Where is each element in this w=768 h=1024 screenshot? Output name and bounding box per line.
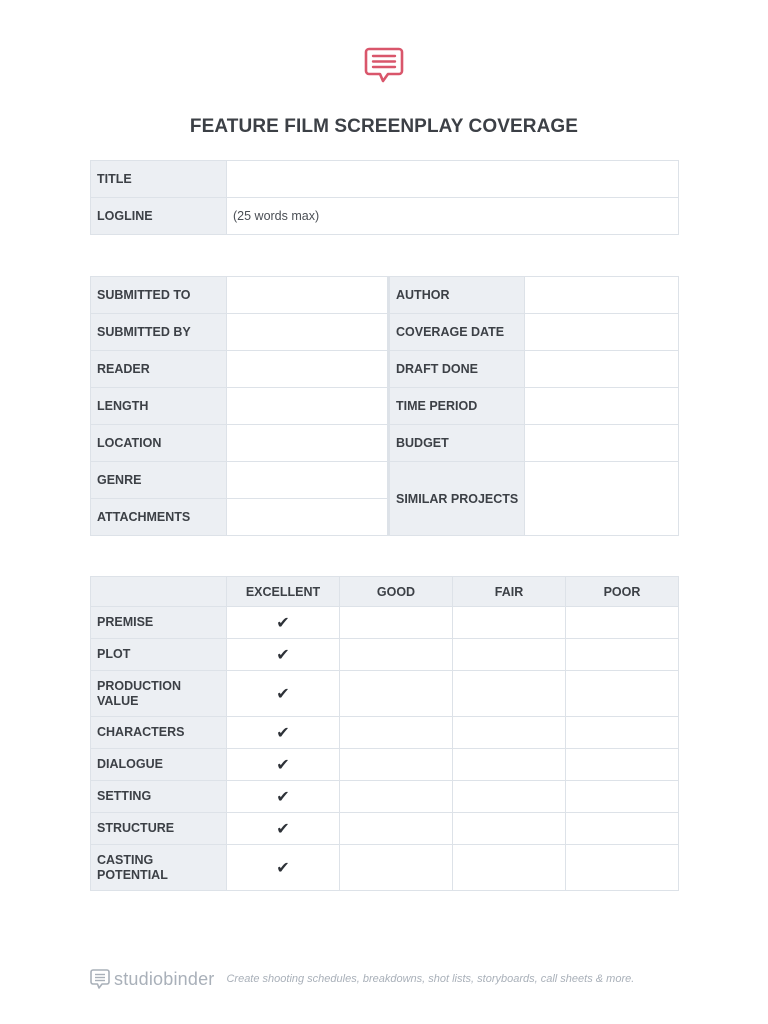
rating-label: SETTING [91,781,227,813]
rating-cell-good[interactable] [340,607,453,639]
table-row [91,351,679,388]
coverage-date-field[interactable] [525,314,679,351]
draft-done-label: DRAFT DONE [389,351,525,388]
rating-cell-poor[interactable] [566,607,679,639]
table-row [91,161,679,198]
rating-label: STRUCTURE [91,813,227,845]
check-mark-icon: ✔ [276,788,290,806]
table-row [91,813,679,845]
rating-label: PRODUCTION VALUE [91,671,227,717]
length-label: LENGTH [91,388,227,425]
rating-cell-poor[interactable] [566,717,679,749]
rating-cell-excellent[interactable] [227,813,340,845]
rating-cell-poor[interactable] [566,813,679,845]
rating-cell-good[interactable] [340,845,453,891]
brand-name: studiobinder [114,968,215,989]
details-table [90,276,679,536]
ratings-header-row [91,577,679,607]
rating-label: PLOT [91,639,227,671]
author-field[interactable] [525,277,679,314]
table-row [91,425,679,462]
ratings-header-blank [91,577,227,607]
rating-cell-fair[interactable] [453,639,566,671]
rating-cell-fair[interactable] [453,717,566,749]
speech-bubble-icon [90,968,110,990]
table-row [91,749,679,781]
table-row [91,388,679,425]
rating-label: PREMISE [91,607,227,639]
check-mark-icon: ✔ [276,614,290,632]
title-label: TITLE [91,161,227,198]
speech-bubble-icon [364,45,404,85]
rating-cell-poor[interactable] [566,749,679,781]
rating-cell-good[interactable] [340,813,453,845]
rating-label: CHARACTERS [91,717,227,749]
page-title: FEATURE FILM SCREENPLAY COVERAGE [189,116,579,137]
table-row [91,462,679,499]
table-row [91,314,679,351]
length-field[interactable] [227,388,389,425]
footer-tagline: Create shooting schedules, breakdowns, shot lists, storyboards, call sheets & more. [226,973,635,985]
rating-cell-excellent[interactable] [227,639,340,671]
rating-cell-good[interactable] [340,749,453,781]
rating-cell-fair[interactable] [453,813,566,845]
submitted-to-field[interactable] [227,277,389,314]
rating-cell-fair[interactable] [453,749,566,781]
check-mark-icon: ✔ [276,685,290,703]
table-row [91,781,679,813]
rating-cell-excellent[interactable] [227,671,340,717]
coverage-date-label: COVERAGE DATE [389,314,525,351]
column-fair: FAIR [453,577,566,607]
rating-cell-fair[interactable] [453,845,566,891]
rating-cell-poor[interactable] [566,781,679,813]
draft-done-field[interactable] [525,351,679,388]
rating-cell-fair[interactable] [453,671,566,717]
logline-label: LOGLINE [91,198,227,235]
rating-cell-excellent[interactable] [227,781,340,813]
column-good: GOOD [340,577,453,607]
genre-label: GENRE [91,462,227,499]
table-row [91,717,679,749]
rating-label: DIALOGUE [91,749,227,781]
rating-cell-good[interactable] [340,671,453,717]
rating-cell-fair[interactable] [453,607,566,639]
title-field[interactable] [227,161,679,198]
submitted-by-field[interactable] [227,314,389,351]
rating-cell-good[interactable] [340,639,453,671]
rating-cell-excellent[interactable] [227,749,340,781]
check-mark-icon: ✔ [276,756,290,774]
column-excellent: EXCELLENT [227,577,340,607]
logline-field[interactable]: (25 words max) [227,198,679,235]
rating-cell-excellent[interactable] [227,845,340,891]
check-mark-icon: ✔ [276,859,290,877]
submitted-to-label: SUBMITTED TO [91,277,227,314]
overview-table [90,160,679,235]
similar-projects-field[interactable] [525,462,679,536]
rating-cell-poor[interactable] [566,639,679,671]
time-period-label: TIME PERIOD [389,388,525,425]
table-row [91,845,679,891]
reader-label: READER [91,351,227,388]
footer [90,966,634,992]
check-mark-icon: ✔ [276,646,290,664]
time-period-field[interactable] [525,388,679,425]
table-row [91,198,679,235]
table-row [91,607,679,639]
ratings-table [90,576,679,891]
similar-projects-label: SIMILAR PROJECTS [389,462,525,536]
rating-cell-good[interactable] [340,781,453,813]
submitted-by-label: SUBMITTED BY [91,314,227,351]
reader-field[interactable] [227,351,389,388]
location-label: LOCATION [91,425,227,462]
budget-field[interactable] [525,425,679,462]
table-row [91,639,679,671]
location-field[interactable] [227,425,389,462]
rating-label: CASTING POTENTIAL [91,845,227,891]
table-row [91,671,679,717]
budget-label: BUDGET [389,425,525,462]
check-mark-icon: ✔ [276,820,290,838]
attachments-field[interactable] [227,499,389,536]
rating-cell-fair[interactable] [453,781,566,813]
attachments-label: ATTACHMENTS [91,499,227,536]
check-mark-icon: ✔ [276,724,290,742]
rating-cell-excellent[interactable] [227,607,340,639]
column-poor: POOR [566,577,679,607]
rating-cell-poor[interactable] [566,671,679,717]
author-label: AUTHOR [389,277,525,314]
rating-cell-excellent[interactable] [227,717,340,749]
rating-cell-poor[interactable] [566,845,679,891]
table-row [91,277,679,314]
genre-field[interactable] [227,462,389,499]
rating-cell-good[interactable] [340,717,453,749]
